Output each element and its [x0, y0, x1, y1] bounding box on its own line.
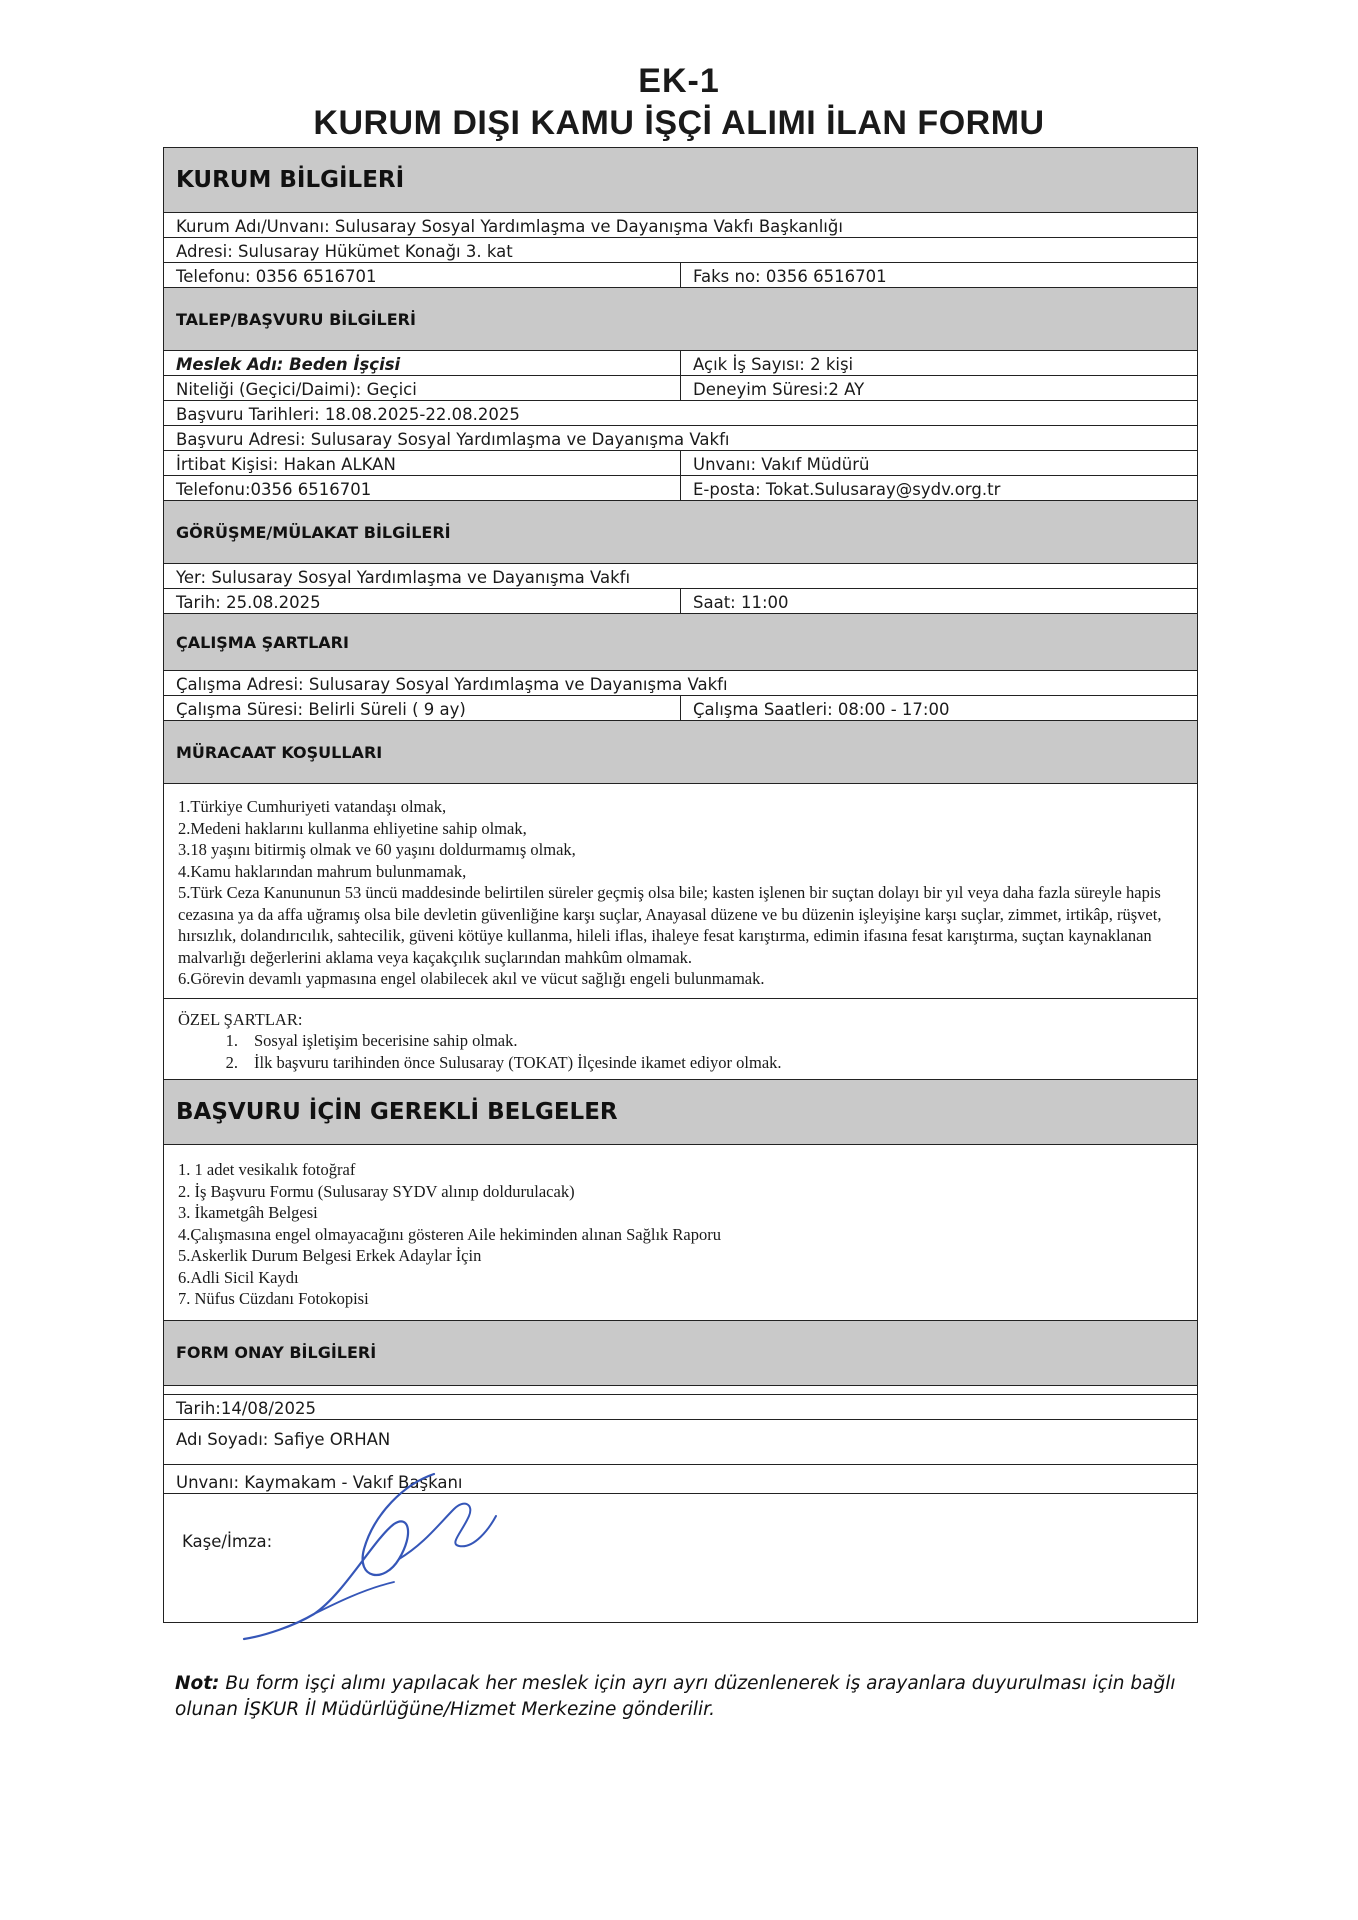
annex-label: EK-1: [638, 62, 720, 100]
muracaat-list: [164, 784, 1197, 999]
section-talep-heading: TALEP/BAŞVURU BİLGİLERİ: [164, 288, 1197, 351]
gorusme-yer: Yer: Sulusaray Sosyal Yardımlaşma ve Dayanışma Vakfı: [176, 568, 631, 587]
deneyim-suresi: Deneyim Süresi:2 AY: [693, 380, 865, 399]
signature-area: [164, 1494, 1197, 1622]
section-muracaat-heading: MÜRACAAT KOŞULLARI: [164, 721, 1197, 784]
ozel-sart-item: 1. Sosyal işletişim becerisine sahip olmak.: [225, 1031, 518, 1050]
row-calisma-adres: [164, 671, 1197, 696]
row-iletisim: [164, 476, 1197, 501]
row-kurum-name: [164, 213, 1197, 238]
kase-imza-label: Kaşe/İmza:: [182, 1531, 273, 1551]
row-kurum-address: [164, 238, 1197, 263]
section-calisma-heading: ÇALIŞMA ŞARTLARI: [164, 614, 1197, 671]
note-text: Bu form işçi alımı yapılacak her meslek için ayrı ayrı düzenlenerek iş arayanlara duyurulması için bağlı olunan İŞKUR İl Müdürlüğüne/Hizmet Merkezine gönderilir.: [175, 1673, 1176, 1720]
form-title: KURUM DIŞI KAMU İŞÇİ ALIMI İLAN FORMU: [313, 104, 1045, 142]
kurum-phone: Telefonu: 0356 6516701: [164, 263, 681, 287]
row-meslek: [164, 351, 1197, 376]
onay-adsoyad: Adı Soyadı: Safiye ORHAN: [176, 1429, 391, 1449]
gorusme-saat: Saat: 11:00: [693, 593, 789, 612]
form-table: [163, 147, 1198, 1623]
kurum-name: Kurum Adı/Unvanı: Sulusaray Sosyal Yardımlaşma ve Dayanışma Vakfı Başkanlığı: [176, 217, 843, 236]
belge-item: 6.Adli Sicil Kaydı: [178, 1267, 299, 1287]
muracaat-item: 5.Türk Ceza Kanununun 53 üncü maddesinde belirtilen süreler geçmiş olsa bile; kasten işlenen bir suçtan dolayı bir yıl veya daha fazla süreyle hapis cezasına ya da affa uğramış olsa bile devletin güvenliğine karşı suçlar, Anayasal düzene ve bu düzenin işleyişine karşı suçlar, zimmet, irtikâp, rüşvet, hırsızlık, dolandırıcılık, sahtecilik, güveni kötüye kullanma, hileli iflas, ihaleye fesat karıştırma, edimin ifasına fesat karıştırma, suçtan kaynaklanan malvarlığı değerlerini aklama veya kaçakçılık suçlarından mahkûm olmamak.: [178, 883, 1162, 967]
row-calisma-sure: [164, 696, 1197, 721]
section-belgeler-heading: BAŞVURU İÇİN GEREKLİ BELGELER: [164, 1080, 1197, 1145]
ozel-sart-item: 2. İlk başvuru tarihinden önce Sulusaray (TOKAT) İlçesinde ikamet ediyor olmak.: [225, 1052, 782, 1072]
belge-item: 3. İkametgâh Belgesi: [178, 1203, 318, 1222]
onay-unvan: Unvanı: Kaymakam - Vakıf Başkanı: [176, 1472, 463, 1492]
belge-item: 5.Askerlik Durum Belgesi Erkek Adaylar İçin: [178, 1246, 482, 1265]
row-irtibat: [164, 451, 1197, 476]
row-gorusme-yer: [164, 564, 1197, 589]
muracaat-item: 1.Türkiye Cumhuriyeti vatandaşı olmak,: [178, 797, 447, 816]
muracaat-item: 3.18 yaşını bitirmiş olmak ve 60 yaşını doldurmamış olmak,: [178, 840, 576, 859]
section-gorusme-heading: GÖRÜŞME/MÜLAKAT BİLGİLERİ: [164, 501, 1197, 564]
calisma-adresi: Çalışma Adresi: Sulusaray Sosyal Yardımlaşma ve Dayanışma Vakfı: [176, 675, 728, 694]
irtibat-kisisi: İrtibat Kişisi: Hakan ALKAN: [164, 451, 681, 475]
section-onay-heading: FORM ONAY BİLGİLERİ: [164, 1321, 1197, 1386]
talep-telefon: Telefonu:0356 6516701: [164, 476, 681, 500]
irtibat-unvan: Unvanı: Vakıf Müdürü: [693, 455, 870, 474]
row-nitelik: [164, 376, 1197, 401]
belge-item: 7. Nüfus Cüzdanı Fotokopisi: [178, 1289, 369, 1308]
onay-tarih: Tarih:14/08/2025: [176, 1398, 316, 1418]
row-gorusme-tarih: [164, 589, 1197, 614]
calisma-saatleri: Çalışma Saatleri: 08:00 - 17:00: [693, 700, 950, 719]
kurum-fax: Faks no: 0356 6516701: [693, 267, 887, 286]
row-kurum-phone: [164, 263, 1197, 288]
kurum-address: Adresi: Sulusaray Hükümet Konağı 3. kat: [176, 242, 513, 261]
ozel-sartlar-heading: ÖZEL ŞARTLAR:: [178, 1009, 303, 1029]
niteligi: Niteliği (Geçici/Daimi): Geçici: [164, 376, 681, 400]
muracaat-item: 6.Görevin devamlı yapmasına engel olabilecek akıl ve vücut sağlığı engeli bulunmamak.: [178, 969, 765, 988]
row-basvuru-adresi: [164, 426, 1197, 451]
basvuru-tarihleri: Başvuru Tarihleri: 18.08.2025-22.08.2025: [176, 405, 520, 424]
meslek-adi: Meslek Adı: Beden İşçisi: [164, 351, 681, 375]
belge-item: 1. 1 adet vesikalık fotoğraf: [178, 1160, 356, 1179]
muracaat-item: 2.Medeni haklarını kullanma ehliyetine sahip olmak,: [178, 818, 527, 838]
signature-mark: [224, 1454, 564, 1654]
basvuru-adresi: Başvuru Adresi: Sulusaray Sosyal Yardımlaşma ve Dayanışma Vakfı: [176, 430, 730, 449]
row-basvuru-tarihleri: [164, 401, 1197, 426]
section-kurum-heading: KURUM BİLGİLERİ: [164, 148, 1197, 213]
muracaat-item: 4.Kamu haklarından mahrum bulunmamak,: [178, 861, 467, 881]
acik-is-sayisi: Açık İş Sayısı: 2 kişi: [693, 355, 854, 374]
calisma-suresi: Çalışma Süresi: Belirli Süreli ( 9 ay): [164, 696, 681, 720]
note-prefix: Not:: [175, 1673, 220, 1694]
ozel-sartlar: [164, 999, 1197, 1081]
footer-note: [175, 1671, 1215, 1723]
belge-item: 4.Çalışmasına engel olmayacağını gösteren Aile hekiminden alınan Sağlık Raporu: [178, 1224, 721, 1244]
gorusme-tarih: Tarih: 25.08.2025: [164, 589, 681, 613]
belgeler-list: [164, 1145, 1197, 1321]
belge-item: 2. İş Başvuru Formu (Sulusaray SYDV alınıp doldurulacak): [178, 1181, 575, 1201]
row-onay-adsoyad: [164, 1420, 1197, 1450]
row-onay-tarih: [164, 1394, 1197, 1420]
talep-eposta: E-posta: Tokat.Sulusaray@sydv.org.tr: [693, 480, 1001, 499]
